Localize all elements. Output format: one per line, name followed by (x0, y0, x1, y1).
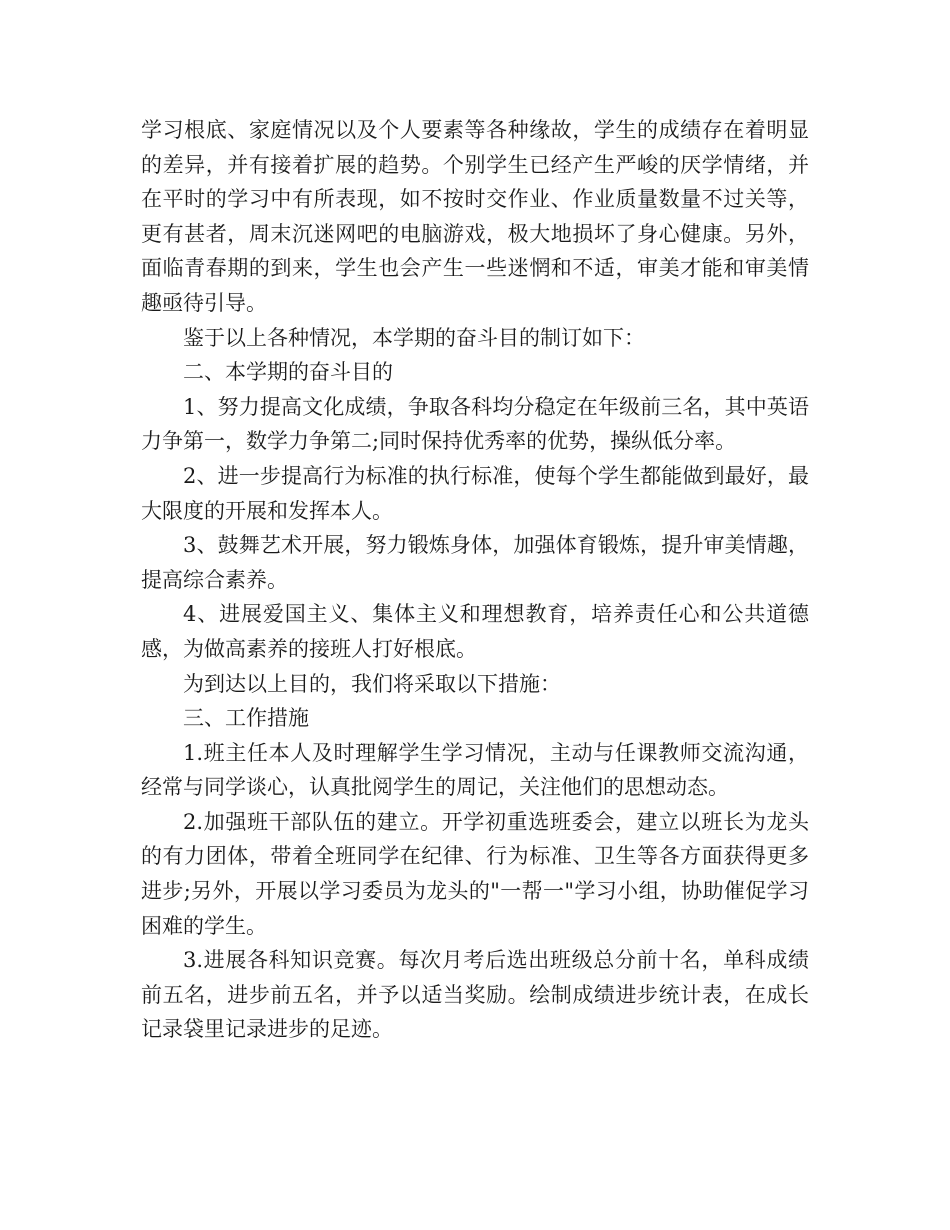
goal-item-2: 2、进一步提高行为标准的执行标准，使每个学生都能做到最好，最大限度的开展和发挥本人。 (141, 463, 809, 523)
document-body (141, 113, 809, 1047)
goal-item-3: 3、鼓舞艺术开展，努力锻炼身体，加强体育锻炼，提升审美情趣，提高综合素养。 (141, 533, 809, 592)
measure-item-1: 1.班主任本人及时理解学生学习情况，主动与任课教师交流沟通，经常与同学谈心，认真批阅学生的周记，关注他们的思想动态。 (141, 740, 809, 800)
goal-item-1: 1、努力提高文化成绩，争取各科均分稳定在年级前三名，其中英语力争第一，数学力争第二;同时保持优秀率的优势，操纵低分率。 (141, 394, 809, 454)
measure-item-3: 3.进展各科知识竞赛。每次月考后选出班级总分前十名，单科成绩前五名，进步前五名，并予以适当奖励。绘制成绩进步统计表，在成长记录袋里记录进步的足迹。 (141, 948, 809, 1042)
section-heading-goals: 二、本学期的奋斗目的 (183, 360, 393, 385)
paragraph-measures-intro: 为到达以上目的，我们将采取以下措施： (183, 671, 561, 696)
paragraph-goal-intro: 鉴于以上各种情况，本学期的奋斗目的制订如下： (183, 325, 645, 350)
goal-item-4: 4、进展爱国主义、集体主义和理想教育，培养责任心和公共道德感，为做高素养的接班人打好根底。 (141, 602, 809, 661)
measure-item-2: 2.加强班干部队伍的建立。开学初重选班委会，建立以班长为龙头的有力团体，带着全班同学在纪律、行为标准、卫生等各方面获得更多进步;另外，开展以学习委员为龙头的"一帮一"学习小组，协助催促学习困难的学生。 (141, 809, 809, 938)
section-heading-measures: 三、工作措施 (183, 706, 309, 731)
paragraph-intro: 学习根底、家庭情况以及个人要素等各种缘故，学生的成绩存在着明显的差异，并有接着扩展的趋势。个别学生已经产生严峻的厌学情绪，并在平时的学习中有所表现，如不按时交作业、作业质量数量不过关等，更有甚者，周末沉迷网吧的电脑游戏，极大地损坏了身心健康。另外，面临青春期的到来，学生也会产生一些迷惘和不适，审美才能和审美情趣亟待引导。 (141, 118, 809, 315)
